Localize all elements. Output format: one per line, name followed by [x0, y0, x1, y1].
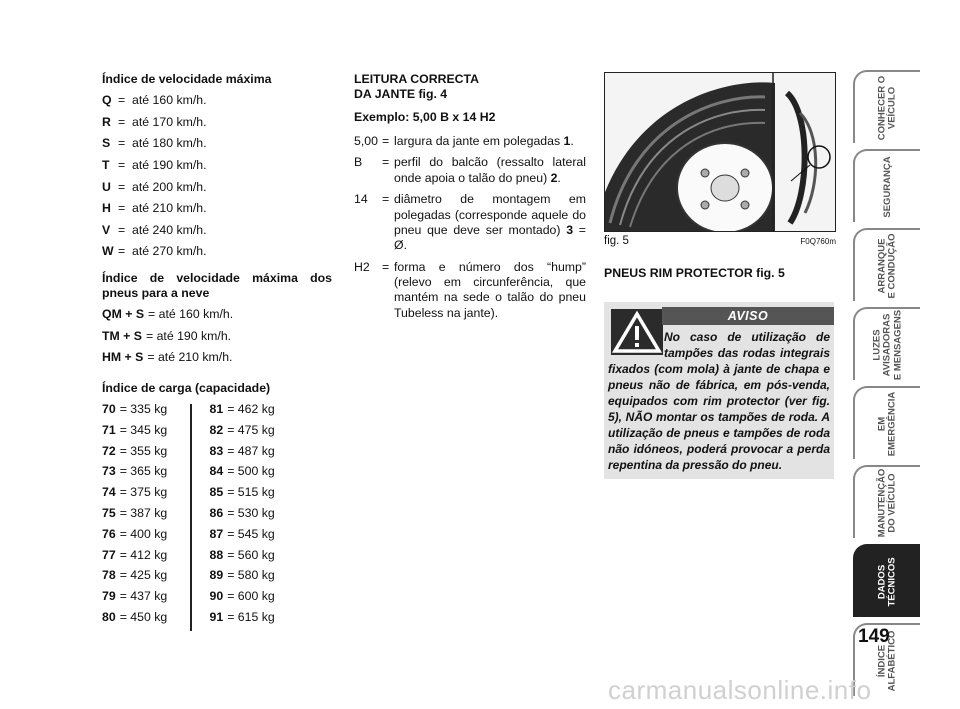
load-code: 79 — [102, 589, 116, 604]
load-code: 91 — [209, 610, 224, 625]
speed-value: até 200 km/h. — [132, 179, 207, 194]
equals-sign: = — [382, 259, 390, 274]
rim-term: 5,00 — [354, 134, 378, 149]
load-code: 76 — [102, 526, 116, 541]
load-value: = 530 kg — [227, 506, 275, 521]
rim-description — [394, 260, 586, 321]
load-value: = 345 kg — [119, 422, 168, 437]
equals-sign: = — [118, 93, 126, 108]
load-code: 74 — [102, 485, 116, 500]
equals-sign: = — [118, 201, 126, 216]
snow-index-row — [102, 329, 332, 344]
load-index-row — [102, 402, 190, 423]
column-rim-reading — [354, 72, 586, 327]
speed-code: W — [102, 244, 114, 259]
column-rim-protector — [604, 72, 836, 479]
load-code: 90 — [209, 589, 224, 604]
load-value: = 475 kg — [227, 422, 275, 437]
speed-value: até 270 km/h. — [132, 244, 207, 259]
snow-index-row — [102, 350, 332, 365]
rim-definition — [354, 134, 586, 149]
rim-definitions — [354, 134, 586, 321]
equals-sign: = — [118, 114, 126, 129]
load-index-row — [210, 464, 275, 485]
load-code: 72 — [102, 443, 116, 458]
rim-description-end: . — [557, 170, 561, 185]
rim-title-line1: LEITURA CORRECTA — [354, 72, 480, 86]
tire-illustration — [605, 73, 835, 231]
load-index-left-column — [102, 402, 190, 631]
load-code: 81 — [209, 402, 224, 417]
rim-description — [394, 192, 586, 253]
load-index-row — [102, 423, 190, 444]
tab-label: ARRANQUE E CONDUÇÃO — [876, 233, 898, 298]
equals-sign: = — [118, 158, 126, 172]
rim-title — [354, 72, 586, 103]
snow-index-list — [102, 307, 332, 365]
load-value: = 335 kg — [119, 402, 168, 417]
tab-arranque-e-condução[interactable] — [853, 228, 920, 301]
tab-label: ÍNDICE ALFABÉTICO — [876, 630, 898, 691]
load-value: = 400 kg — [119, 526, 168, 541]
section-tabs — [853, 70, 920, 702]
figure-code: F0Q760m — [800, 237, 836, 246]
load-code: 80 — [102, 610, 116, 625]
load-value: = 580 kg — [227, 568, 275, 583]
equals-sign: = — [382, 192, 390, 207]
load-code: 77 — [102, 547, 116, 562]
page-number: 149 — [858, 626, 890, 647]
load-index-row — [210, 444, 275, 465]
tab-label: DADOS TÉCNICOS — [876, 556, 898, 607]
tab-label: LUZES AVISADORAS E MENSAGENS — [870, 309, 903, 380]
warning-banner: AVISO — [662, 307, 834, 325]
snow-value: = até 210 km/h. — [147, 350, 233, 365]
tab-manutenção-do-veículo[interactable] — [853, 465, 920, 538]
speed-index-title: Índice de velocidade máxima — [102, 72, 272, 86]
load-value: = 515 kg — [227, 485, 275, 500]
load-index-row — [102, 548, 190, 569]
load-code: 75 — [102, 506, 116, 521]
rim-term: H2 — [354, 259, 370, 274]
tab-dados-técnicos[interactable] — [853, 544, 920, 617]
snow-index-row — [102, 307, 332, 322]
rim-reference-number: 3 — [566, 222, 574, 237]
load-value: = 450 kg — [119, 610, 168, 625]
speed-value: até 240 km/h. — [132, 222, 207, 237]
speed-index-row — [102, 180, 332, 195]
load-index-row — [210, 548, 275, 569]
speed-index-row — [102, 201, 332, 216]
speed-value: até 170 km/h. — [132, 114, 207, 129]
snow-code: HM + S — [102, 350, 144, 365]
load-value: = 600 kg — [227, 589, 275, 604]
load-index-row — [210, 568, 275, 589]
speed-index-row — [102, 223, 332, 238]
speed-value: até 190 km/h. — [132, 158, 207, 172]
load-index-row — [210, 506, 275, 527]
speed-index-row — [102, 115, 332, 130]
tab-conhecer-o-veículo[interactable] — [853, 70, 920, 143]
load-code: 71 — [102, 422, 116, 437]
load-index-row — [102, 610, 190, 631]
load-code: 86 — [209, 506, 224, 521]
speed-value: até 210 km/h. — [132, 201, 207, 216]
watermark: carmanualsonline.info — [608, 675, 872, 705]
equals-sign: = — [118, 244, 126, 259]
load-value: = 437 kg — [119, 589, 168, 604]
speed-index-row — [102, 158, 332, 173]
load-value: = 560 kg — [227, 547, 275, 562]
load-index-row — [102, 506, 190, 527]
load-index-row — [102, 444, 190, 465]
load-index-row — [210, 527, 275, 548]
speed-code: U — [102, 179, 111, 194]
load-value: = 375 kg — [119, 485, 168, 500]
load-index-title: Índice de carga (capacidade) — [102, 380, 271, 395]
load-index-row — [102, 464, 190, 485]
equals-sign: = — [118, 179, 126, 194]
tab-label: SEGURANÇA — [881, 155, 893, 218]
rim-term: 14 — [354, 192, 368, 207]
load-index-row — [210, 610, 275, 631]
speed-code: S — [102, 136, 111, 151]
speed-index-row — [102, 136, 332, 151]
load-value: = 462 kg — [227, 402, 275, 417]
speed-index-row — [102, 93, 332, 108]
speed-code: V — [102, 222, 111, 237]
load-index-row — [102, 589, 190, 610]
load-value: = 545 kg — [227, 526, 275, 541]
load-code: 83 — [209, 443, 224, 458]
load-index-table — [102, 402, 332, 631]
load-code: 85 — [209, 485, 224, 500]
load-value: = 412 kg — [119, 547, 168, 562]
equals-sign: = — [118, 136, 126, 151]
speed-index-row — [102, 244, 332, 259]
speed-value: até 180 km/h. — [132, 136, 207, 151]
equals-sign: = — [382, 134, 390, 149]
tab-em-emergência[interactable] — [853, 386, 920, 459]
rim-protector-title: PNEUS RIM PROTECTOR fig. 5 — [604, 266, 785, 281]
load-index-row — [210, 589, 275, 610]
tab-luzes-avisadoras-e-mensagens[interactable] — [853, 307, 920, 380]
load-index-row — [210, 423, 275, 444]
equals-sign: = — [382, 155, 390, 170]
load-code: 87 — [209, 526, 224, 541]
load-index-row — [102, 527, 190, 548]
load-index-row — [102, 485, 190, 506]
load-value: = 487 kg — [227, 443, 275, 458]
tab-label: MANUTENÇÃO DO VEÍCULO — [876, 468, 898, 537]
load-code: 73 — [102, 464, 116, 479]
load-code: 89 — [209, 568, 224, 583]
snow-value: = até 160 km/h. — [148, 307, 234, 322]
rim-description — [394, 134, 586, 149]
load-index-row — [102, 568, 190, 589]
snow-index-title: Índice de velocidade máxima dos pneus para a neve — [102, 270, 332, 300]
column-speed-load — [102, 72, 332, 631]
rim-description-text: largura da jante em polegadas — [394, 134, 564, 149]
load-index-right-column — [210, 402, 275, 631]
rim-description-end: . — [570, 134, 574, 149]
rim-description-text: perfil do balcão (ressalto lateral onde apoia o talão do pneu) — [394, 155, 586, 185]
rim-description — [394, 155, 586, 186]
rim-definition — [354, 192, 586, 253]
rim-example: Exemplo: 5,00 B x 14 H2 — [354, 109, 496, 124]
figure-label: fig. 5 — [604, 235, 629, 247]
load-value: = 387 kg — [119, 506, 168, 521]
load-value: = 355 kg — [119, 443, 168, 458]
load-value: = 615 kg — [227, 610, 275, 625]
speed-index-list — [102, 93, 332, 259]
load-value: = 365 kg — [119, 464, 168, 479]
figure-caption — [604, 234, 836, 248]
speed-code: R — [102, 114, 111, 129]
load-value: = 500 kg — [227, 464, 275, 479]
load-index-divider — [190, 404, 192, 631]
tab-segurança[interactable] — [853, 149, 920, 222]
rim-description-end: = Ø. — [394, 222, 586, 253]
speed-code: Q — [102, 93, 112, 108]
rim-term: B — [354, 155, 363, 170]
load-index-row — [210, 485, 275, 506]
tab-label: EM EMERGÊNCIA — [876, 391, 898, 456]
warning-box — [604, 302, 834, 479]
rim-reference-number: 1 — [563, 134, 571, 149]
load-code: 82 — [209, 422, 224, 437]
rim-title-line2: DA JANTE fig. 4 — [354, 87, 448, 102]
snow-code: TM + S — [102, 328, 142, 343]
load-value: = 425 kg — [119, 568, 168, 583]
load-code: 88 — [209, 547, 224, 562]
speed-value: até 160 km/h. — [132, 93, 207, 108]
tire-figure — [604, 72, 836, 232]
warning-text: No caso de utilização de tampões das rodas integrais fixados (com mola) à jante de chapa e pneus não de fábrica, em pós-venda, equipados com rim protector (ver fig. 5), NÃO montar os tampões de roda. A utilização de pneus e tampões de roda não idóneos, poderá provocar a perda repentina da pressão do pneu. — [608, 329, 830, 473]
rim-definition — [354, 260, 586, 321]
load-code: 70 — [102, 402, 116, 417]
snow-code: QM + S — [102, 307, 145, 322]
rim-reference-number: 2 — [550, 170, 558, 185]
rim-description-text: diâmetro de montagem em polegadas (corresponde aquele do pneu que deve ser montado) — [394, 192, 586, 237]
tab-label: CONHECER O VEÍCULO — [876, 75, 898, 140]
equals-sign: = — [118, 222, 126, 237]
rim-description-text: forma e número dos “hump” (relevo em circunferência, que mantém na sede o talão do pneu Tubeless na jante). — [394, 259, 586, 320]
snow-value: = até 190 km/h. — [145, 328, 232, 343]
speed-code: T — [102, 158, 110, 172]
rim-definition — [354, 155, 586, 186]
speed-code: H — [102, 201, 111, 216]
load-code: 78 — [102, 568, 116, 583]
load-index-row — [210, 402, 275, 423]
load-code: 84 — [209, 464, 224, 479]
